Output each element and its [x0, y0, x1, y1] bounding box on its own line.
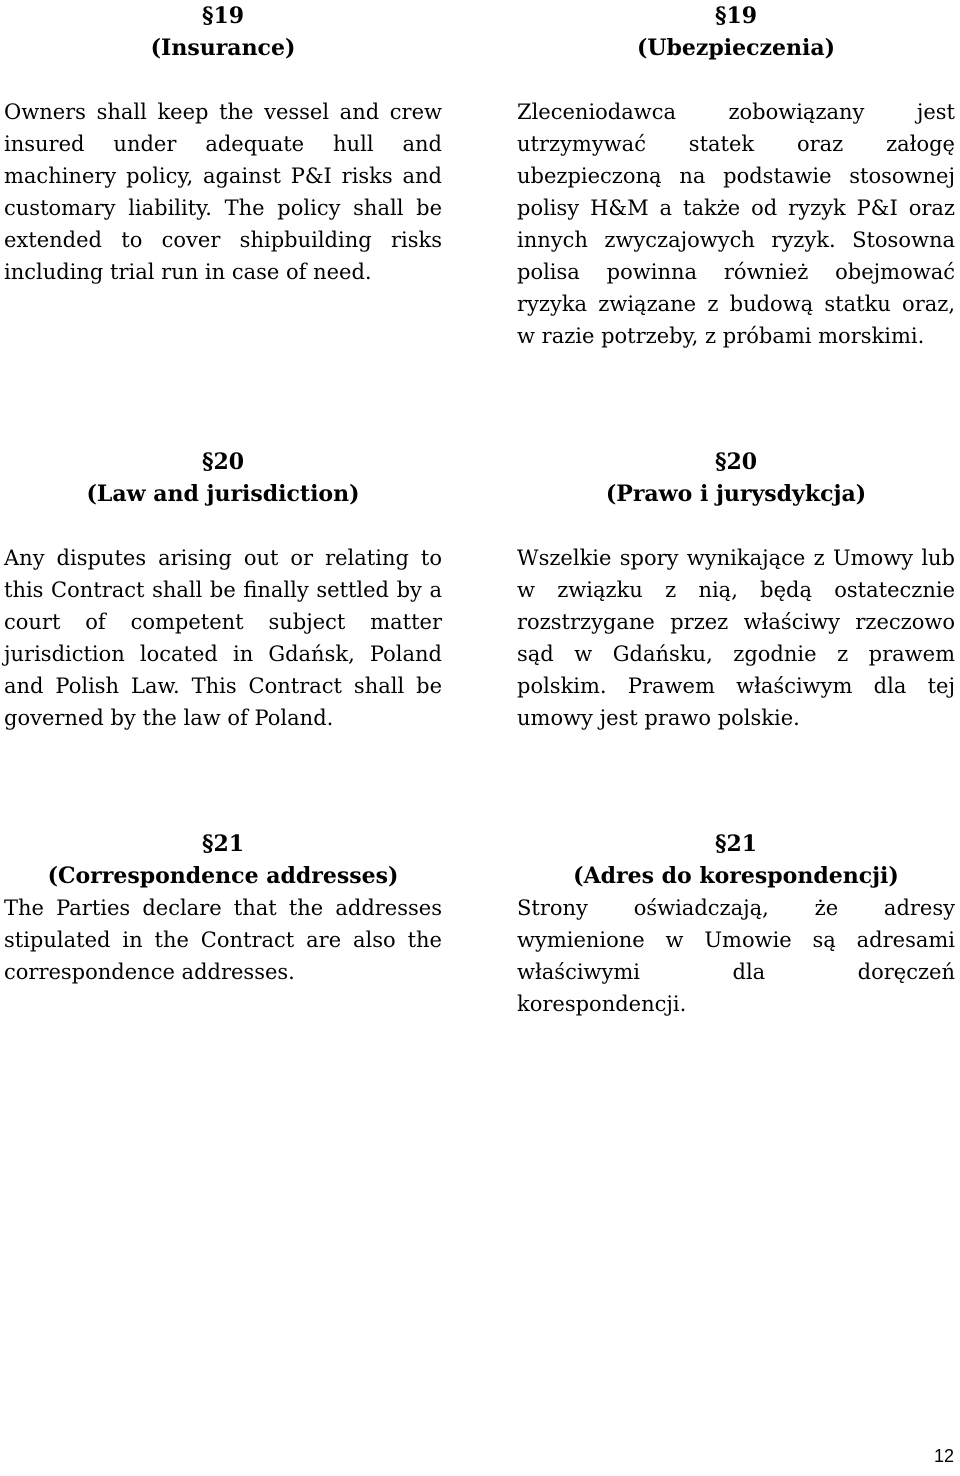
section-21-en-text: The Parties declare that the addresses stipulated in the Contract are also the correspondence addresses. — [4, 896, 442, 984]
section-21-polish — [517, 828, 955, 1020]
section-19-pl-text: Zleceniodawca zobowiązany jest utrzymywać statek oraz załogę ubezpieczoną na podstawie stosownej polisy H&M a także od ryzyk P&I oraz innych zwyczajowych ryzyk. Stosowna polisa powinna również obejmować ryzyka związane z budową statku oraz, w razie potrzeby, z próbami morskimi. — [517, 100, 955, 348]
section-20-pl-text: Wszelkie spory wynikające z Umowy lub w związku z nią, będą ostatecznie rozstrzygane przez właściwy rzeczowo sąd w Gdańsku, zgodnie z prawem polskim. Prawem właściwym dla tej umowy jest prawo polskie. — [517, 546, 955, 730]
section-20-en-text: Any disputes arising out or relating to this Contract shall be finally settled by a court of competent subject matter jurisdiction located in Gdańsk, Poland and Polish Law. This Contract shall be governed by the law of Poland. — [4, 546, 442, 730]
section-19-en-text: Owners shall keep the vessel and crew insured under adequate hull and machinery policy, against P&I risks and customary liability. The policy shall be extended to cover shipbuilding risks including trial run in case of need. — [4, 100, 442, 284]
section-21-pl-title: (Adres do korespondencji) — [573, 863, 899, 889]
section-21-pl-number: §21 — [714, 831, 758, 857]
section-20-en-title: (Law and jurisdiction) — [86, 481, 360, 507]
section-20-pl-title: (Prawo i jurysdykcja) — [605, 481, 867, 507]
section-19-en-title: (Insurance) — [150, 35, 296, 61]
section-20-en-number: §20 — [201, 449, 245, 475]
page-number: 12 — [933, 1446, 954, 1466]
section-19-english — [4, 0, 442, 288]
section-20-polish — [517, 446, 955, 734]
section-19-pl-title: (Ubezpieczenia) — [636, 35, 836, 61]
section-20-pl-number: §20 — [714, 449, 758, 475]
section-19-polish — [517, 0, 955, 352]
section-20-english — [4, 446, 442, 734]
section-19-pl-number: §19 — [714, 3, 758, 29]
section-19-en-number: §19 — [201, 3, 245, 29]
section-21-en-number: §21 — [201, 831, 245, 857]
section-21-pl-text: Strony oświadczają, że adresy wymienione w Umowie są adresami właściwymi dla doręczeń korespondencji. — [517, 896, 955, 1016]
section-21-english — [4, 828, 442, 988]
section-21-en-title: (Correspondence addresses) — [47, 863, 399, 889]
